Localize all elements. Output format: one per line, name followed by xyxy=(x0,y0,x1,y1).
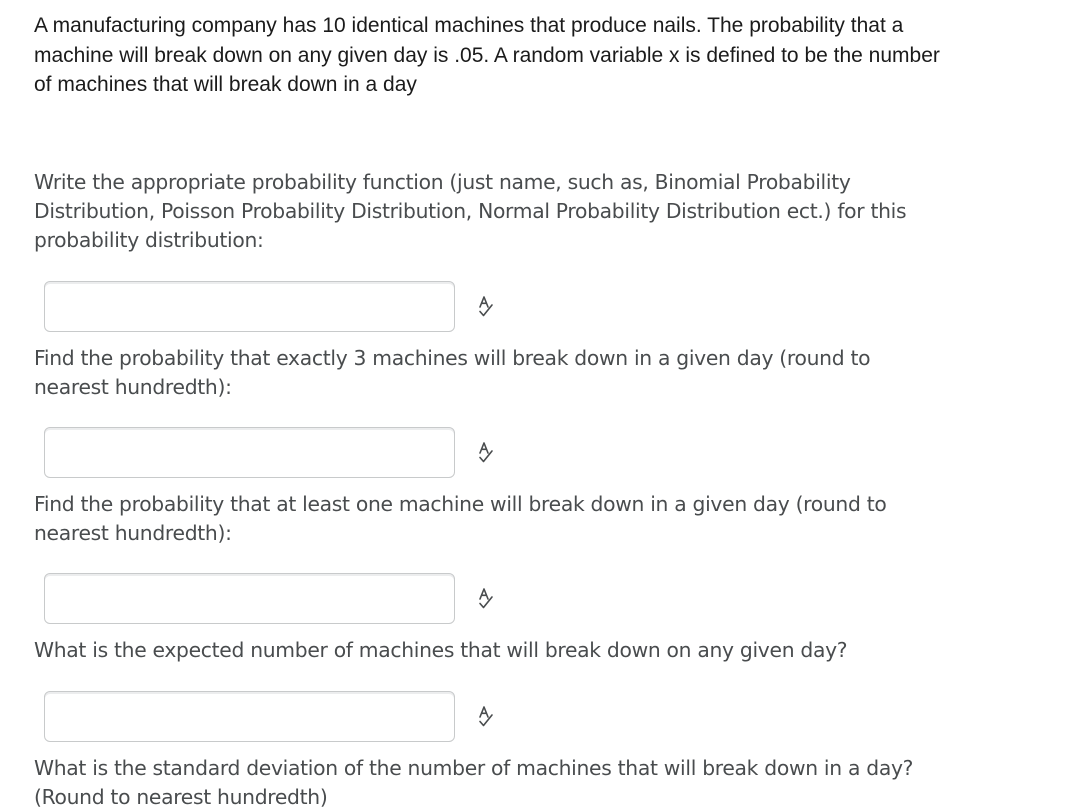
question-2-prompt: Find the probability that exactly 3 machines will break down in a given day (round to nearest hundredth): xyxy=(34,346,871,399)
question-1-prompt: Write the appropriate probability function (just name, such as, Binomial Probability Distribution, Poisson Probability Distribution, Normal Probability Distribution ect.) for this probability distribution: xyxy=(34,170,907,252)
question-2-spell-check-button[interactable] xyxy=(473,440,499,466)
spell-check-icon xyxy=(473,440,499,466)
question-4-spell-check-button[interactable] xyxy=(473,704,499,730)
question-4-prompt: What is the expected number of machines that will break down on any given day? xyxy=(34,638,848,662)
question-1-answer-input[interactable] xyxy=(44,281,455,332)
problem-statement: A manufacturing company has 10 identical machines that produce nails. The probability that a machine will break down on any given day is .05. A random variable x is defined to be the number of machines that will break down in a day xyxy=(34,14,940,96)
question-3-answer-input[interactable] xyxy=(44,573,455,624)
spell-check-icon xyxy=(473,294,499,320)
question-3-prompt: Find the probability that at least one machine will break down in a given day (round to nearest hundredth): xyxy=(34,492,887,545)
question-5-prompt: What is the standard deviation of the number of machines that will break down in a day? (Round to nearest hundredth) xyxy=(34,756,914,809)
spell-check-icon xyxy=(473,586,499,612)
spell-check-icon xyxy=(473,704,499,730)
question-4-answer-input[interactable] xyxy=(44,691,455,742)
question-1-spell-check-button[interactable] xyxy=(473,294,499,320)
question-3-spell-check-button[interactable] xyxy=(473,586,499,612)
question-2-answer-input[interactable] xyxy=(44,427,455,478)
